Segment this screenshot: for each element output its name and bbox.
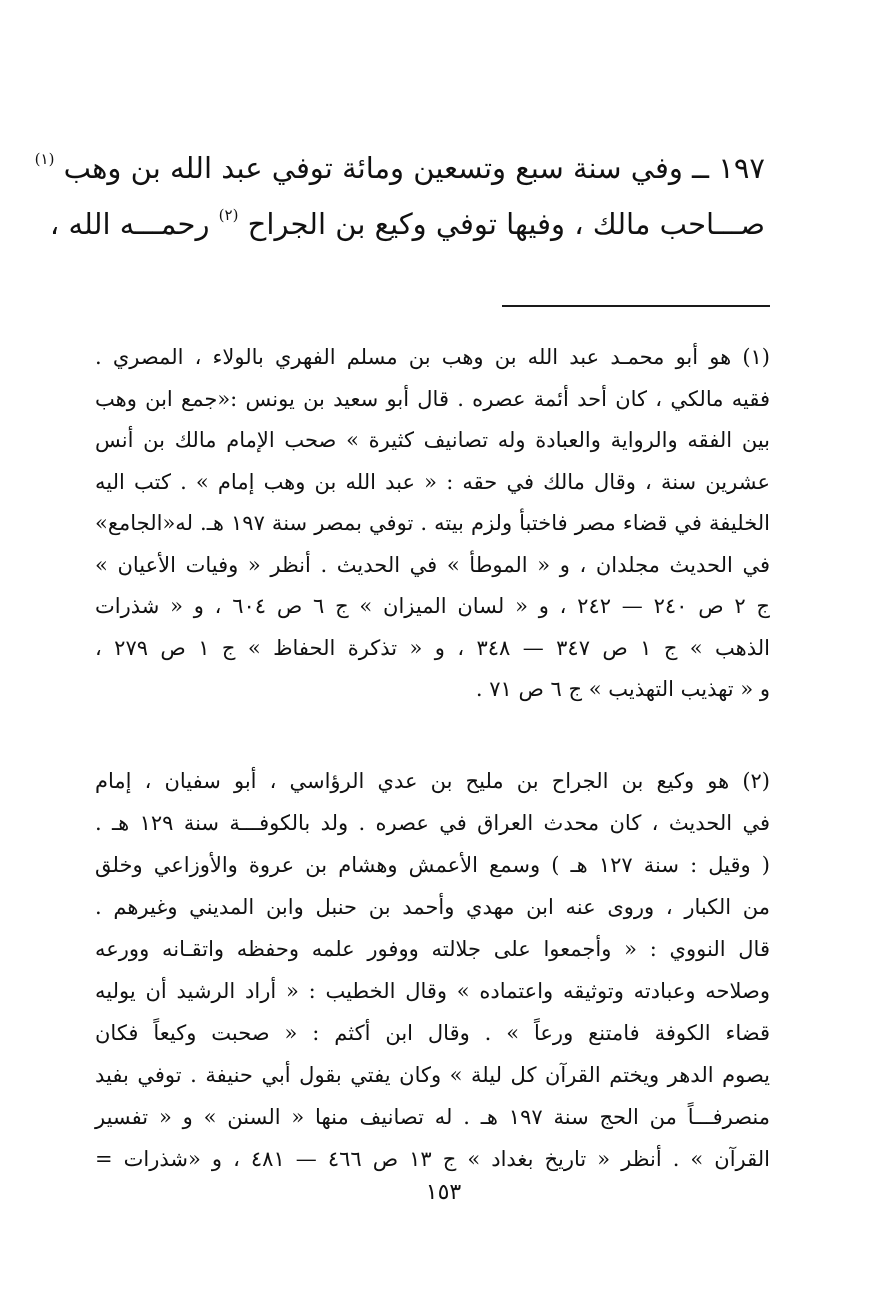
footnote-2: [95, 760, 770, 1180]
footnote-2-line: في الحديث ، كان محدث العراق في عصره . ولد بالكوفـــة سنة ١٢٩ هـ .: [95, 811, 770, 835]
main-line-1: [34, 140, 765, 196]
footnote-2-line: (٢) هو وكيع بن الجراح بن مليح بن عدي الرؤاسي ، أبو سفيان ، إمام: [95, 769, 770, 793]
footnote-1-line: الخليفة في قضاء مصر فاختبأ ولزم بيته . توفي بمصر سنة ١٩٧ هـ. له«الجامع»: [95, 511, 771, 535]
footnote-1-line: (١) هو أبو محمـد عبد الله بن وهب بن مسلم الفهري بالولاء ، المصري .: [95, 345, 770, 369]
footnote-2-line: قال النووي : « وأجمعوا على جلالته ووفور علمه وحفظه واتقـانه وورعه: [95, 937, 770, 961]
footnote-1-line: بين الفقه والرواية والعبادة وله تصانيف كثيرة » صحب الإمام مالك بن أنس: [95, 428, 770, 452]
footnote-2-line: من الكبار ، وروى عنه ابن مهدي وأحمد بن حنبل وابن المديني وغيرهم .: [95, 895, 770, 919]
footnote-1-line: عشرين سنة ، وقال مالك في حقه : « عبد الله بن وهب إمام » . كتب اليه: [95, 469, 770, 494]
main-line-1-text: ١٩٧ ــ وفي سنة سبع وتسعين ومائة توفي عبد الله بن وهب: [63, 151, 765, 185]
footnote-ref-2[interactable]: (٢): [218, 206, 239, 224]
footnote-2-line: يصوم الدهر ويختم القرآن كل ليلة » وكان يفتي بقول أبي حنيفة . توفي بفيد: [95, 1063, 770, 1087]
main-text: [34, 140, 765, 252]
footnote-2-line: منصرفـــاً من الحج سنة ١٩٧ هـ . له تصانيف منها « السنن » و « تفسير: [95, 1105, 770, 1129]
footnote-1: [95, 337, 770, 711]
footnote-separator: [502, 305, 770, 307]
footnote-2-line: قضاء الكوفة فامتنع ورعاً » . وقال ابن أكثم : « صحبت وكيعاً فكان: [95, 1021, 770, 1045]
footnote-1-line: الذهب » ج ١ ص ٣٤٧ — ٣٤٨ ، و « تذكرة الحفاظ » ج ١ ص ٢٧٩ ،: [95, 635, 770, 660]
main-line-2: [49, 196, 765, 252]
footnote-2-line: القرآن » . أنظر « تاريخ بغداد » ج ١٣ ص ٤٦٦ — ٤٨١ ، و «شذرات =: [95, 1147, 770, 1171]
footnote-1-line: فقيه مالكي ، كان أحد أئمة عصره . قال أبو سعيد بن يونس :«جمع ابن وهب: [95, 386, 770, 411]
footnote-ref-1[interactable]: (١): [34, 150, 55, 168]
footnote-1-line: في الحديث مجلدان ، و « الموطأ » في الحديث . أنظر « وفيات الأعيان »: [95, 552, 770, 577]
footnote-1-line: و « تهذيب التهذيب » ج ٦ ص ٧١ .: [475, 677, 770, 701]
main-line-2-text-before: صـــاحب مالك ، وفيها توفي وكيع بن الجراح: [247, 207, 765, 241]
footnote-1-line: ج ٢ ص ٢٤٠ — ٢٤٢ ، و « لسان الميزان » ج ٦ ص ٦٠٤ ، و « شذرات: [95, 594, 770, 618]
page-number: ١٥٣: [425, 1180, 462, 1205]
footnote-2-line: وصلاحه وعبادته وتوثيقه واعتماده » وقال الخطيب : « أراد الرشيد أن يوليه: [95, 979, 770, 1003]
main-line-2-text-after: رحمـــه الله ،: [49, 207, 210, 241]
footnote-2-line: ( وقيل : سنة ١٢٧ هـ ) وسمع الأعمش وهشام بن عروة والأوزاعي وخلق: [95, 853, 770, 877]
